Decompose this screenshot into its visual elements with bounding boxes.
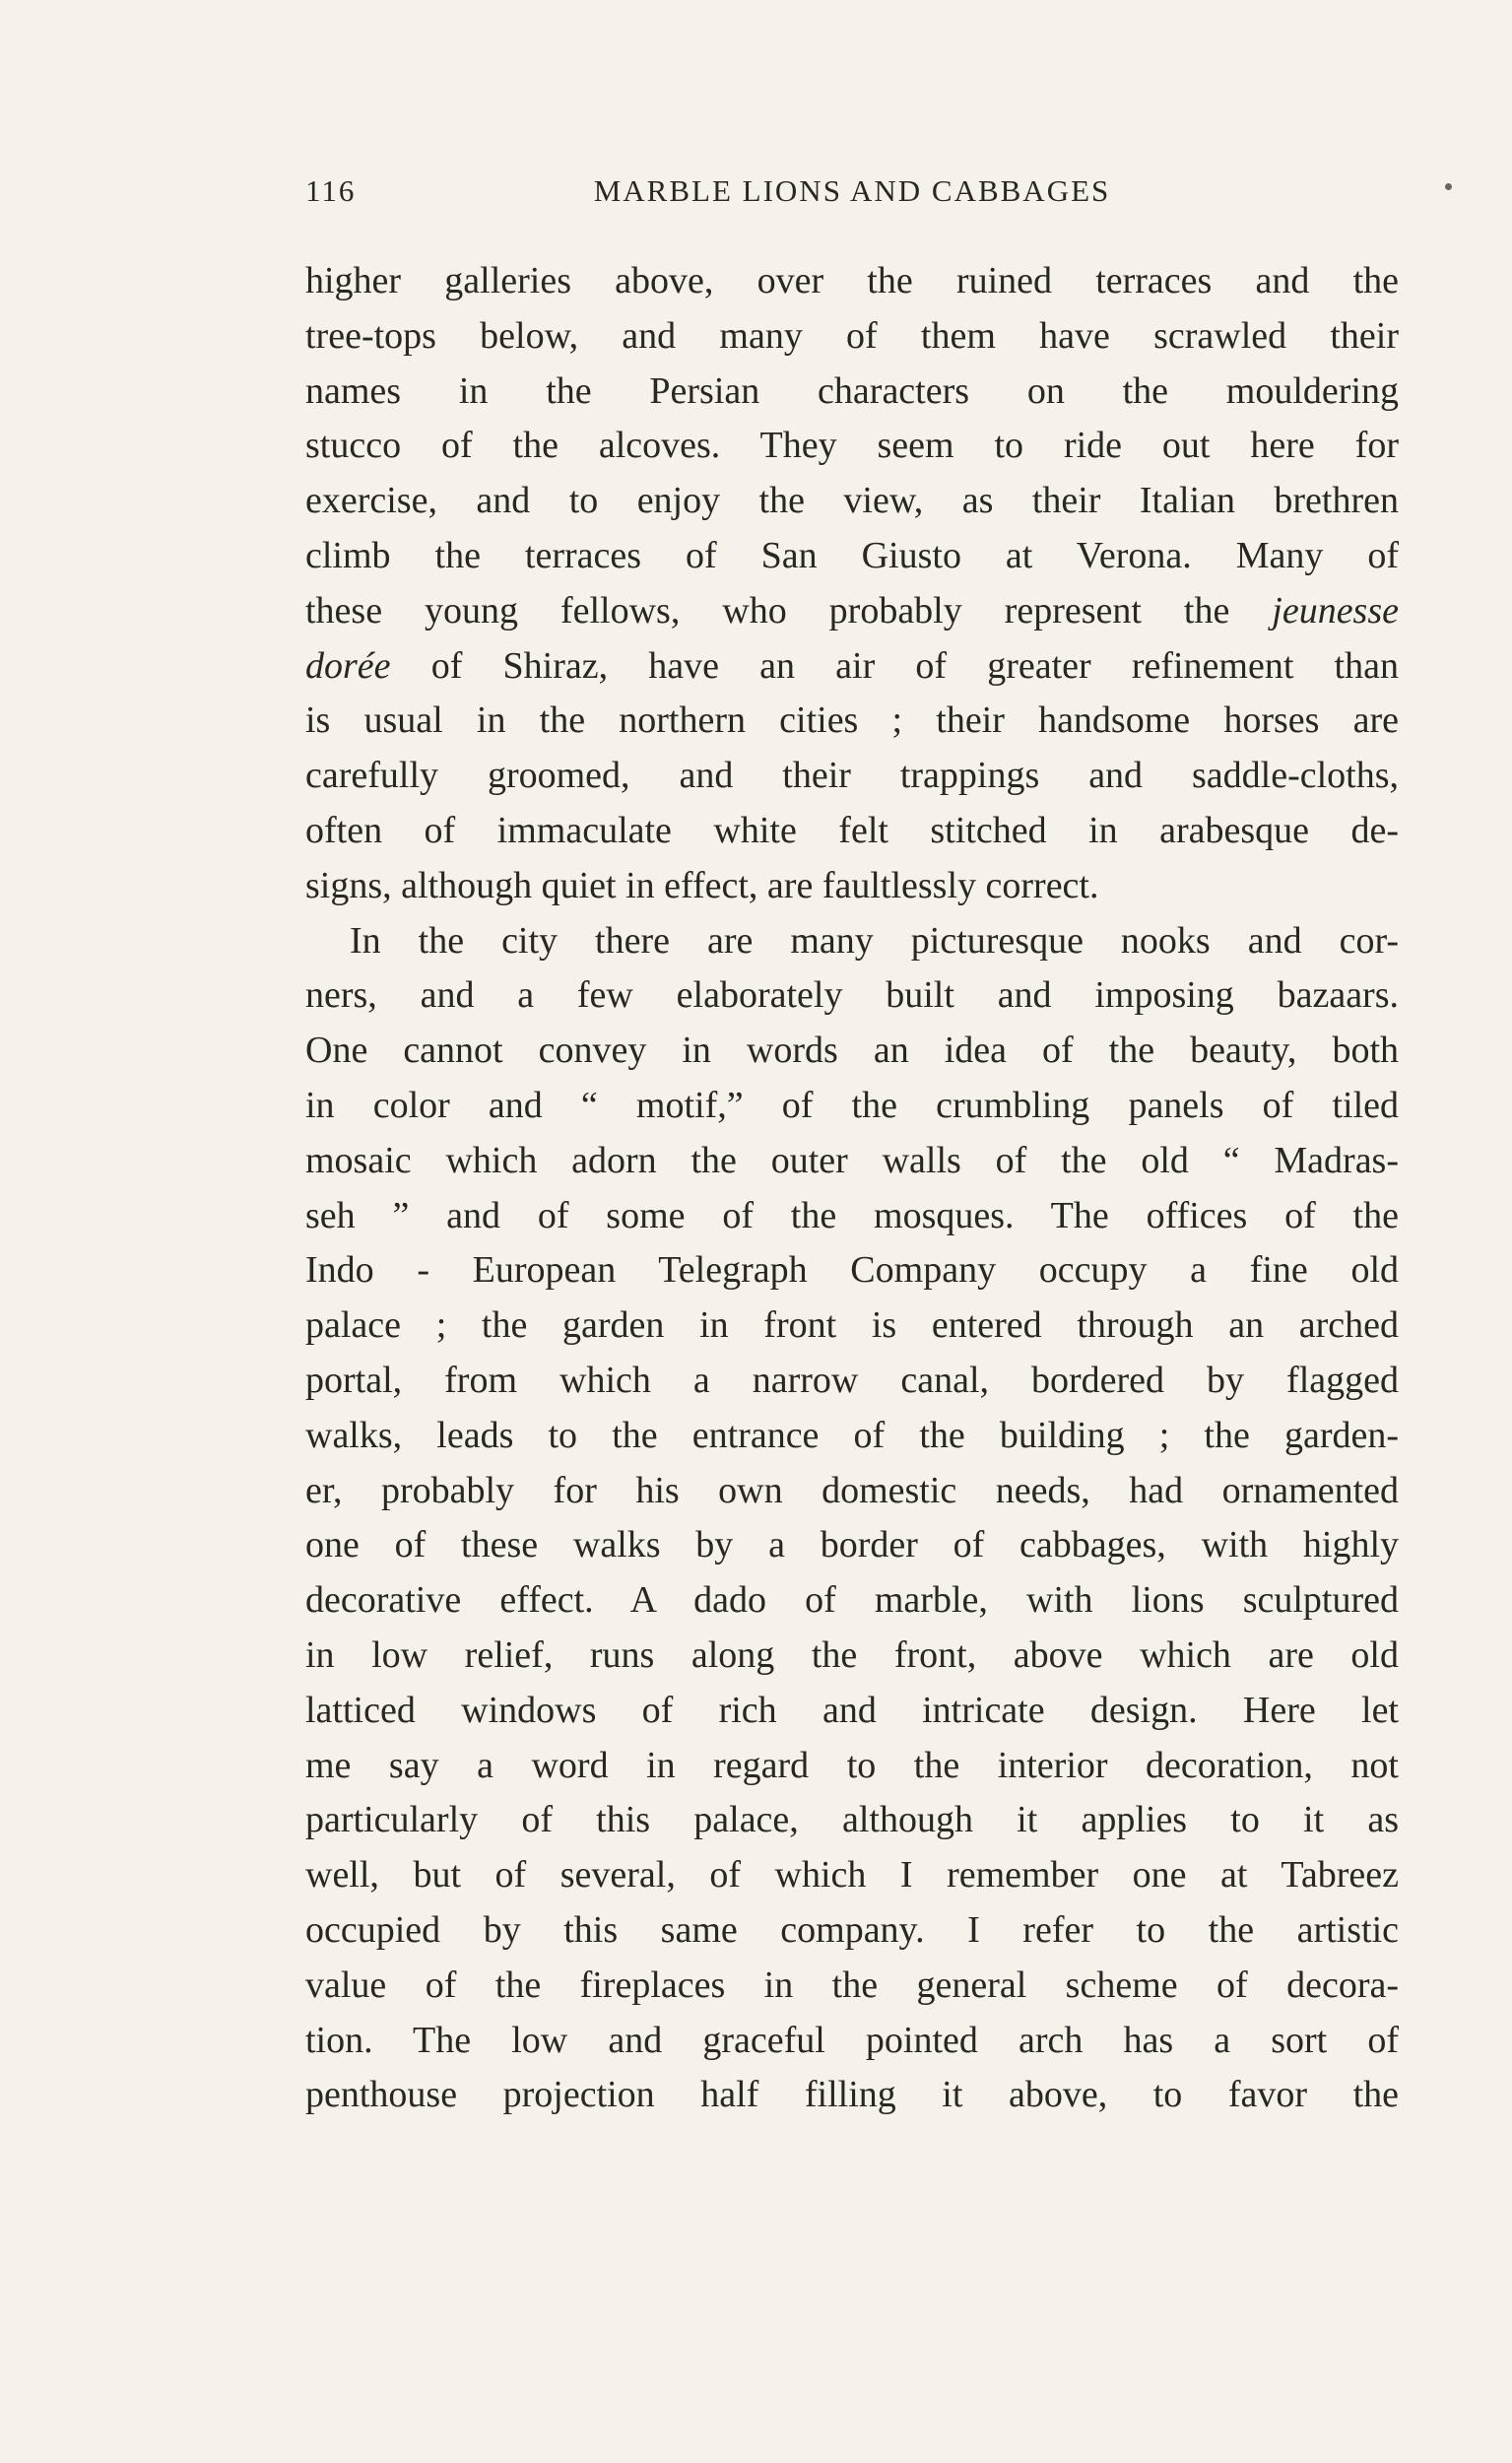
text-line: me say a word in regard to the interior decoration, not <box>305 1744 1399 1786</box>
line-text: these young fellows, who probably represent the <box>305 589 1273 632</box>
page-number: 116 <box>305 173 357 208</box>
text-line: well, but of several, of which I remember one at Tabreez <box>305 1854 1399 1897</box>
text-line: names in the Persian characters on the mouldering <box>305 369 1399 412</box>
italic-phrase: dorée <box>305 644 391 687</box>
line-text: of Shiraz, have an air of greater refinement than <box>390 644 1399 687</box>
text-line: in color and “ motif,” of the crumbling panels of tiled <box>305 1084 1399 1126</box>
text-line: seh ” and of some of the mosques. The offices of the <box>305 1194 1399 1236</box>
text-line: tree-tops below, and many of them have scrawled their <box>305 314 1399 357</box>
text-line: er, probably for his own domestic needs, had ornamented <box>305 1469 1399 1511</box>
text-line: penthouse projection half filling it above, to favor the <box>305 2074 1399 2116</box>
text-line: often of immaculate white felt stitched in arabesque de- <box>305 809 1399 851</box>
text-line <box>305 584 1399 639</box>
text-line: palace ; the garden in front is entered through an arched <box>305 1304 1399 1347</box>
body-text <box>305 254 1399 2123</box>
text-line: ners, and a few elaborately built and imposing bazaars. <box>305 974 1399 1017</box>
text-line: In the city there are many picturesque nooks and cor- <box>350 919 1399 962</box>
text-line: particularly of this palace, although it applies to it as <box>305 1799 1399 1841</box>
text-line: decorative effect. A dado of marble, with lions sculptured <box>305 1579 1399 1622</box>
text-line: latticed windows of rich and intricate design. Here let <box>305 1689 1399 1731</box>
text-line: One cannot convey in words an idea of the beauty, both <box>305 1030 1399 1072</box>
text-line: signs, although quiet in effect, are faultlessly correct. <box>305 864 1099 906</box>
text-line: value of the fireplaces in the general scheme of decora- <box>305 1964 1399 2006</box>
text-line: one of these walks by a border of cabbages, with highly <box>305 1524 1399 1566</box>
text-line: stucco of the alcoves. They seem to ride out here for <box>305 425 1399 467</box>
running-head <box>305 173 1399 217</box>
text-line: Indo - European Telegraph Company occupy a fine old <box>305 1249 1399 1292</box>
text-line: occupied by this same company. I refer to the artistic <box>305 1908 1399 1951</box>
text-line: is usual in the northern cities ; their handsome horses are <box>305 699 1399 742</box>
text-line: higher galleries above, over the ruined terraces and the <box>305 260 1399 301</box>
text-line: carefully groomed, and their trappings and saddle-cloths, <box>305 755 1399 797</box>
text-line: tion. The low and graceful pointed arch has a sort of <box>305 2019 1399 2061</box>
text-line: portal, from which a narrow canal, bordered by flagged <box>305 1359 1399 1401</box>
text-line: mosaic which adorn the outer walls of the old “ Madras- <box>305 1139 1399 1181</box>
text-line: walks, leads to the entrance of the building ; the garden- <box>305 1414 1399 1456</box>
text-line <box>305 639 1399 695</box>
text-line: exercise, and to enjoy the view, as their Italian brethren <box>305 480 1399 522</box>
running-title: MARBLE LIONS AND CABBAGES <box>593 173 1111 208</box>
text-line: in low relief, runs along the front, above which are old <box>305 1633 1399 1676</box>
italic-phrase: jeunesse <box>1272 589 1399 632</box>
print-speck <box>1445 183 1452 190</box>
text-line: climb the terraces of San Giusto at Verona. Many of <box>305 534 1399 576</box>
